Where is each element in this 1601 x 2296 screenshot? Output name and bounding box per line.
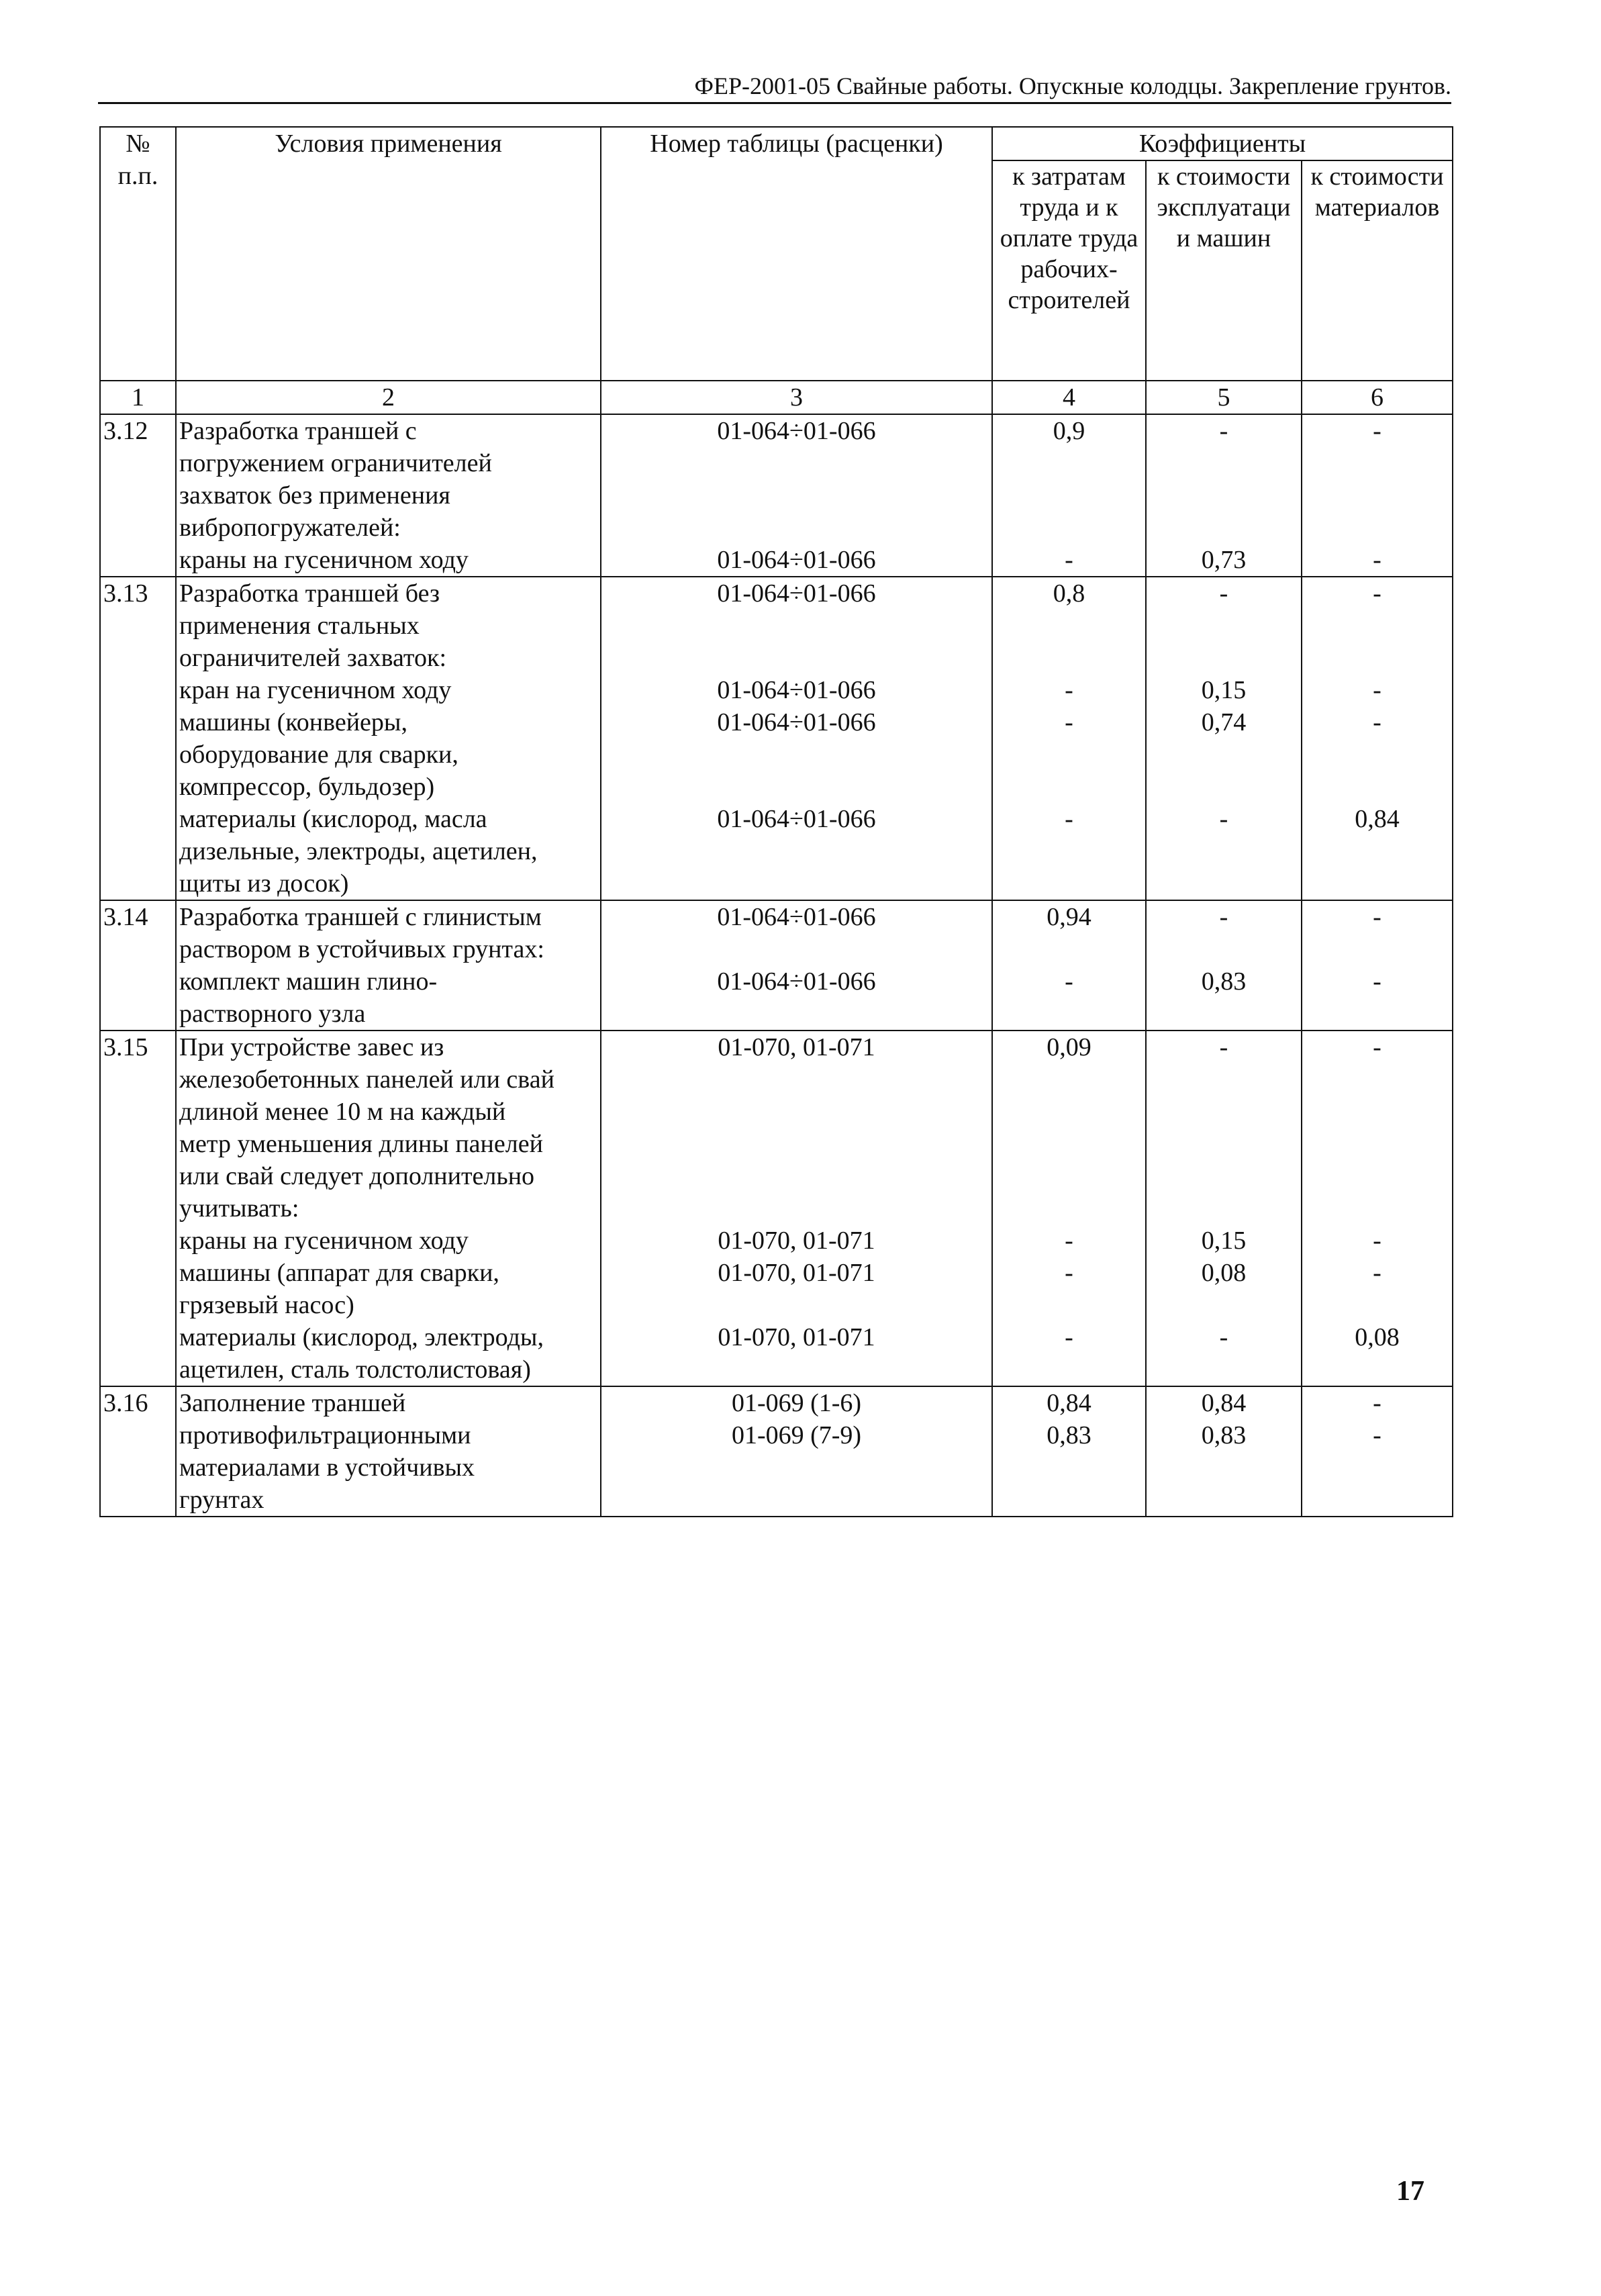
row-number: 3.13 xyxy=(100,577,176,900)
table-number-line: 01-069 (1-6) xyxy=(731,1389,862,1417)
labor-cell xyxy=(992,1386,1146,1517)
condition-line: материалы (кислород, масла xyxy=(179,805,487,833)
materials-coefficient-line: 0,84 xyxy=(1355,805,1400,833)
labor-coefficient-line xyxy=(996,998,1143,1030)
condition-line: Заполнение траншей xyxy=(179,1389,406,1417)
table-number-line xyxy=(604,1160,989,1192)
header-row-number: № п.п. xyxy=(100,127,176,381)
machines-coefficient-line xyxy=(1149,1353,1298,1386)
header-coefficients: Коэффициенты xyxy=(992,127,1453,160)
condition-line: кран на гусеничном ходу xyxy=(179,676,452,704)
table-number-line: 01-070, 01-071 xyxy=(718,1033,875,1061)
materials-cell xyxy=(1302,1031,1453,1386)
condition-line: грязевый насос) xyxy=(179,1291,354,1319)
labor-coefficient-line xyxy=(996,771,1143,803)
labor-coefficient-line xyxy=(996,867,1143,900)
materials-coefficient-line: - xyxy=(1373,708,1381,736)
table-number-line xyxy=(604,998,989,1030)
materials-coefficient-line xyxy=(1305,1063,1449,1096)
labor-coefficient-line xyxy=(996,447,1143,479)
cond-cell xyxy=(176,1031,601,1386)
table-number-line xyxy=(604,479,989,512)
machines-coefficient-line xyxy=(1149,771,1298,803)
table-number-line xyxy=(604,1128,989,1160)
table-number-line: 01-064÷01-066 xyxy=(717,805,876,833)
materials-coefficient-line xyxy=(1305,512,1449,544)
condition-line: ограничителей захваток: xyxy=(179,644,447,672)
table-cell xyxy=(601,900,992,1031)
machines-coefficient-line xyxy=(1149,1289,1298,1321)
machines-coefficient-line xyxy=(1149,835,1298,867)
header-conditions: Условия применения xyxy=(176,127,601,381)
condition-line: противофильтрационными xyxy=(179,1421,471,1449)
condition-line: Разработка траншей без xyxy=(179,579,440,608)
labor-cell xyxy=(992,1031,1146,1386)
machines-cell xyxy=(1146,1031,1302,1386)
table-number-line: 01-064÷01-066 xyxy=(717,903,876,931)
materials-coefficient-line xyxy=(1305,835,1449,867)
column-number: 4 xyxy=(992,381,1146,414)
condition-line: щиты из досок) xyxy=(179,869,349,898)
running-header: ФЕР-2001-05 Свайные работы. Опускные колодцы. Закрепление грунтов. xyxy=(98,73,1451,104)
condition-line: компрессор, бульдозер) xyxy=(179,773,435,801)
machines-coefficient-line xyxy=(1149,1063,1298,1096)
machines-coefficient-line xyxy=(1149,1192,1298,1225)
condition-line: При устройстве завес из xyxy=(179,1033,444,1061)
materials-coefficient-line xyxy=(1305,447,1449,479)
materials-coefficient-line xyxy=(1305,998,1449,1030)
materials-coefficient-line: - xyxy=(1373,417,1381,445)
table-number-line xyxy=(604,1353,989,1386)
table-cell xyxy=(601,577,992,900)
table-number-line xyxy=(604,738,989,771)
page-number: 17 xyxy=(1396,2176,1424,2207)
condition-line: материалами в устойчивых xyxy=(179,1453,475,1482)
table-number-line xyxy=(604,1484,989,1516)
machines-coefficient-line xyxy=(1149,998,1298,1030)
table-number-line xyxy=(604,1451,989,1484)
materials-cell xyxy=(1302,414,1453,577)
machines-coefficient-line xyxy=(1149,642,1298,674)
machines-coefficient-line xyxy=(1149,1451,1298,1484)
machines-coefficient-line xyxy=(1149,933,1298,965)
header-machines-coefficient: к стоимости эксплуатаци и машин xyxy=(1146,160,1302,381)
materials-coefficient-line xyxy=(1305,479,1449,512)
labor-coefficient-line xyxy=(996,1451,1143,1484)
table-number-line xyxy=(604,933,989,965)
machines-coefficient-line: - xyxy=(1219,417,1228,445)
labor-coefficient-line: 0,84 xyxy=(1047,1389,1091,1417)
labor-coefficient-line: 0,8 xyxy=(1053,579,1085,608)
materials-coefficient-line: - xyxy=(1373,1033,1381,1061)
header-table-number: Номер таблицы (расценки) xyxy=(601,127,992,381)
machines-coefficient-line xyxy=(1149,512,1298,544)
table-number-line: 01-064÷01-066 xyxy=(717,546,876,574)
condition-line: машины (аппарат для сварки, xyxy=(179,1259,499,1287)
machines-coefficient-line: 0,84 xyxy=(1201,1389,1247,1417)
cond-cell xyxy=(176,1386,601,1517)
materials-coefficient-line xyxy=(1305,610,1449,642)
column-number: 3 xyxy=(601,381,992,414)
materials-coefficient-line: - xyxy=(1373,1259,1381,1287)
labor-coefficient-line: 0,09 xyxy=(1047,1033,1091,1061)
materials-coefficient-line: - xyxy=(1373,1389,1381,1417)
row-number: 3.15 xyxy=(100,1031,176,1386)
machines-coefficient-line: 0,73 xyxy=(1201,546,1247,574)
materials-coefficient-line xyxy=(1305,1353,1449,1386)
column-number: 1 xyxy=(100,381,176,414)
machines-coefficient-line xyxy=(1149,610,1298,642)
table-number-line xyxy=(604,771,989,803)
table-row xyxy=(100,900,1453,1031)
cond-cell xyxy=(176,414,601,577)
condition-line: длиной менее 10 м на каждый xyxy=(179,1098,506,1126)
materials-coefficient-line xyxy=(1305,867,1449,900)
labor-coefficient-line xyxy=(996,1063,1143,1096)
labor-coefficient-line: - xyxy=(1065,1323,1073,1351)
labor-cell xyxy=(992,577,1146,900)
condition-line: погружением ограничителей xyxy=(179,449,492,477)
table-number-line xyxy=(604,835,989,867)
condition-line: учитывать: xyxy=(179,1194,299,1223)
table-number-line xyxy=(604,1063,989,1096)
machines-coefficient-line: - xyxy=(1219,1323,1228,1351)
machines-coefficient-line: 0,83 xyxy=(1201,967,1247,996)
materials-coefficient-line: - xyxy=(1373,1227,1381,1255)
table-number-line: 01-064÷01-066 xyxy=(717,579,876,608)
condition-line: раствором в устойчивых грунтах: xyxy=(179,935,544,963)
materials-coefficient-line xyxy=(1305,1128,1449,1160)
column-number: 6 xyxy=(1302,381,1453,414)
machines-coefficient-line xyxy=(1149,447,1298,479)
materials-coefficient-line xyxy=(1305,1289,1449,1321)
machines-cell xyxy=(1146,414,1302,577)
labor-coefficient-line xyxy=(996,1192,1143,1225)
coefficients-table xyxy=(99,126,1453,1517)
materials-coefficient-line: - xyxy=(1373,967,1381,996)
materials-coefficient-line xyxy=(1305,933,1449,965)
condition-line: растворного узла xyxy=(179,1000,366,1028)
labor-coefficient-line xyxy=(996,1353,1143,1386)
table-number-line: 01-070, 01-071 xyxy=(718,1227,875,1255)
table-number-line xyxy=(604,1096,989,1128)
machines-cell xyxy=(1146,577,1302,900)
header-labor-coefficient: к затратам труда и к оплате труда рабочих-строителей xyxy=(992,160,1146,381)
table-cell xyxy=(601,1386,992,1517)
condition-line: краны на гусеничном ходу xyxy=(179,546,469,574)
machines-coefficient-line: - xyxy=(1219,579,1228,608)
materials-coefficient-line: - xyxy=(1373,676,1381,704)
labor-coefficient-line: 0,9 xyxy=(1053,417,1085,445)
condition-line: захваток без применения xyxy=(179,481,450,510)
materials-coefficient-line: - xyxy=(1373,546,1381,574)
row-number: 3.12 xyxy=(100,414,176,577)
table-row xyxy=(100,414,1453,577)
table-number-line: 01-064÷01-066 xyxy=(717,417,876,445)
labor-coefficient-line: - xyxy=(1065,676,1073,704)
labor-coefficient-line xyxy=(996,1096,1143,1128)
condition-line: грунтах xyxy=(179,1486,264,1514)
condition-line: железобетонных панелей или свай xyxy=(179,1065,554,1094)
table-row xyxy=(100,1386,1453,1517)
table-number-line xyxy=(604,1192,989,1225)
labor-cell xyxy=(992,900,1146,1031)
materials-cell xyxy=(1302,577,1453,900)
machines-cell xyxy=(1146,900,1302,1031)
condition-line: оборудование для сварки, xyxy=(179,740,458,769)
cond-cell xyxy=(176,900,601,1031)
machines-coefficient-line xyxy=(1149,738,1298,771)
machines-coefficient-line xyxy=(1149,1128,1298,1160)
machines-coefficient-line xyxy=(1149,1160,1298,1192)
column-number: 2 xyxy=(176,381,601,414)
table-number-line: 01-064÷01-066 xyxy=(717,967,876,996)
labor-coefficient-line xyxy=(996,1160,1143,1192)
materials-coefficient-line xyxy=(1305,771,1449,803)
labor-coefficient-line xyxy=(996,642,1143,674)
machines-coefficient-line: 0,15 xyxy=(1201,676,1247,704)
materials-coefficient-line: 0,08 xyxy=(1355,1323,1400,1351)
labor-coefficient-line: - xyxy=(1065,1259,1073,1287)
condition-line: вибропогружателей: xyxy=(179,514,401,542)
materials-cell xyxy=(1302,900,1453,1031)
machines-coefficient-line xyxy=(1149,1484,1298,1516)
labor-coefficient-line xyxy=(996,512,1143,544)
labor-coefficient-line: - xyxy=(1065,1227,1073,1255)
table-number-line: 01-070, 01-071 xyxy=(718,1259,875,1287)
header-materials-coefficient: к стоимости материалов xyxy=(1302,160,1453,381)
condition-line: краны на гусеничном ходу xyxy=(179,1227,469,1255)
machines-coefficient-line xyxy=(1149,867,1298,900)
labor-coefficient-line xyxy=(996,738,1143,771)
table-number-line: 01-070, 01-071 xyxy=(718,1323,875,1351)
machines-coefficient-line: 0,74 xyxy=(1201,708,1247,736)
labor-cell xyxy=(992,414,1146,577)
condition-line: машины (конвейеры, xyxy=(179,708,407,736)
machines-coefficient-line: - xyxy=(1219,1033,1228,1061)
machines-coefficient-line xyxy=(1149,1096,1298,1128)
materials-coefficient-line: - xyxy=(1373,1421,1381,1449)
row-number: 3.16 xyxy=(100,1386,176,1517)
table-cell xyxy=(601,414,992,577)
condition-line: Разработка траншей с xyxy=(179,417,417,445)
table-number-line xyxy=(604,867,989,900)
column-number-row xyxy=(100,381,1453,414)
table-row xyxy=(100,577,1453,900)
condition-line: применения стальных xyxy=(179,612,420,640)
materials-coefficient-line xyxy=(1305,1160,1449,1192)
materials-coefficient-line xyxy=(1305,1096,1449,1128)
labor-coefficient-line: 0,83 xyxy=(1047,1421,1091,1449)
labor-coefficient-line: 0,94 xyxy=(1047,903,1091,931)
table-number-line: 01-069 (7-9) xyxy=(731,1421,862,1449)
labor-coefficient-line xyxy=(996,1484,1143,1516)
labor-coefficient-line: - xyxy=(1065,967,1073,996)
materials-cell xyxy=(1302,1386,1453,1517)
materials-coefficient-line xyxy=(1305,1451,1449,1484)
table-cell xyxy=(601,1031,992,1386)
condition-line: материалы (кислород, электроды, xyxy=(179,1323,544,1351)
cond-cell xyxy=(176,577,601,900)
machines-coefficient-line: 0,83 xyxy=(1201,1421,1247,1449)
condition-line: ацетилен, сталь толстолистовая) xyxy=(179,1355,531,1384)
labor-coefficient-line: - xyxy=(1065,708,1073,736)
labor-coefficient-line xyxy=(996,1289,1143,1321)
table-number-line xyxy=(604,447,989,479)
materials-coefficient-line xyxy=(1305,1192,1449,1225)
labor-coefficient-line xyxy=(996,479,1143,512)
machines-coefficient-line: 0,08 xyxy=(1201,1259,1247,1287)
condition-line: или свай следует дополнительно xyxy=(179,1162,535,1190)
labor-coefficient-line xyxy=(996,835,1143,867)
materials-coefficient-line xyxy=(1305,738,1449,771)
materials-coefficient-line xyxy=(1305,1484,1449,1516)
table-row xyxy=(100,1031,1453,1386)
row-number: 3.14 xyxy=(100,900,176,1031)
labor-coefficient-line: - xyxy=(1065,805,1073,833)
labor-coefficient-line xyxy=(996,1128,1143,1160)
table-number-line xyxy=(604,512,989,544)
materials-coefficient-line: - xyxy=(1373,903,1381,931)
labor-coefficient-line: - xyxy=(1065,546,1073,574)
condition-line: дизельные, электроды, ацетилен, xyxy=(179,837,538,865)
machines-coefficient-line xyxy=(1149,479,1298,512)
table-number-line xyxy=(604,610,989,642)
materials-coefficient-line xyxy=(1305,642,1449,674)
machines-coefficient-line: 0,15 xyxy=(1201,1227,1247,1255)
labor-coefficient-line xyxy=(996,610,1143,642)
table-number-line xyxy=(604,642,989,674)
column-number: 5 xyxy=(1146,381,1302,414)
labor-coefficient-line xyxy=(996,933,1143,965)
table-number-line xyxy=(604,1289,989,1321)
table-number-line: 01-064÷01-066 xyxy=(717,708,876,736)
machines-coefficient-line: - xyxy=(1219,805,1228,833)
condition-line: Разработка траншей с глинистым xyxy=(179,903,542,931)
machines-coefficient-line: - xyxy=(1219,903,1228,931)
table-number-line: 01-064÷01-066 xyxy=(717,676,876,704)
machines-cell xyxy=(1146,1386,1302,1517)
materials-coefficient-line: - xyxy=(1373,579,1381,608)
condition-line: комплект машин глино- xyxy=(179,967,438,996)
condition-line: метр уменьшения длины панелей xyxy=(179,1130,543,1158)
